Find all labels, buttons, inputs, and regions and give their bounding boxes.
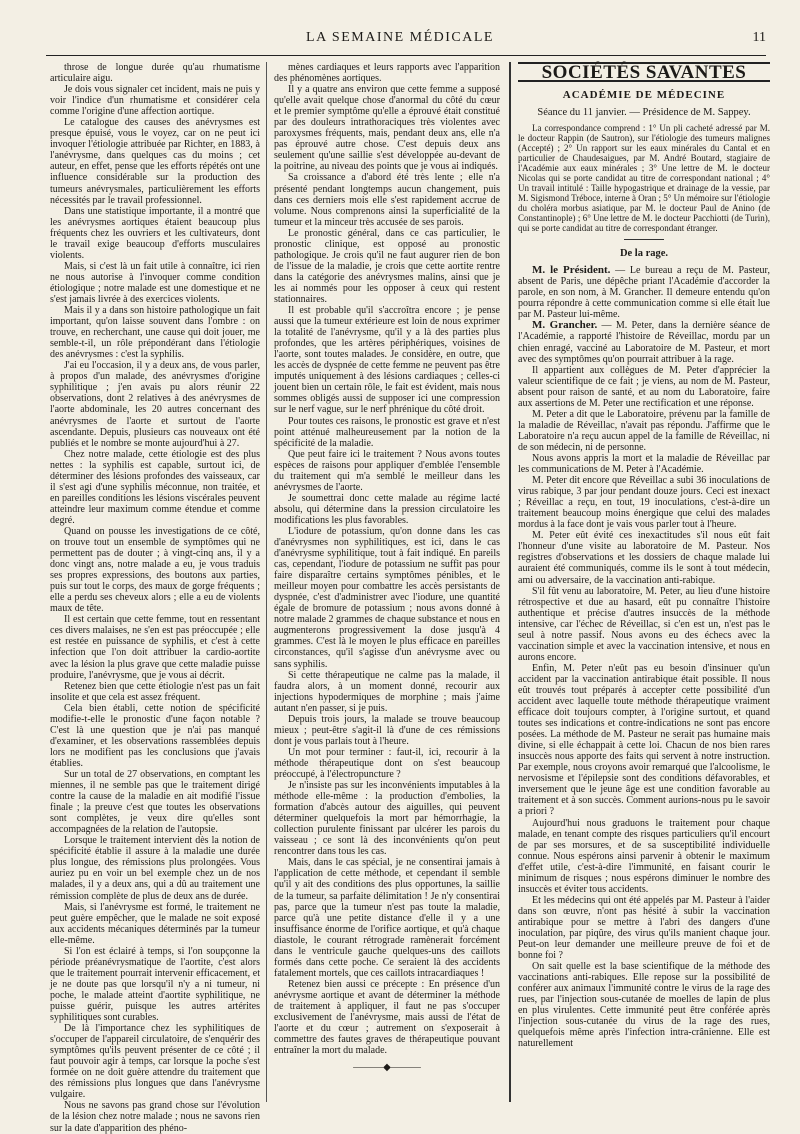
paragraph: Mais, si c'est là un fait utile à connaître, ici rien ne nous autorise à l'invoquer comme condition étiologique ; notre malade est une domestique et ne s'est jamais livrée à des exercices violents.	[50, 260, 260, 305]
grancher-paragraph	[518, 320, 770, 364]
paragraph: M. Peter eût évité ces inexactitudes s'il nous eût fait l'honneur d'une visite au laboratoire de M. Pasteur. Nos registres d'observations et les dossiers de chaque malade lui auraient été communiqués, comme ils le sont à tout médecin, ami ou adversaire, de la vaccination anti-rabique.	[518, 530, 770, 586]
paragraph: Il est probable qu'il s'accroîtra encore ; je pense aussi que la tumeur extérieure est loin de nous exprimer la totalité de l'anévrysme, qu'il y a là des parties plus profondes, que les artères périphériques, voisines de l'aorte, sont toutes malades. Je considère, en outre, que les accès de dyspnée de cette femme ne peuvent pas être imputés uniquement à des lésions cardiaques ; celles-ci jouent bien un certain rôle, le fait est évident, mais nous sommes obligés aussi de supposer ici une compression sur le nerf vague, sur le nerf phrénique du côté droit.	[274, 305, 500, 416]
paragraph: Le catalogue des causes des anévrysmes est presque épuisé, vous le voyez, car on ne peut ici invoquer l'étiologie attribuée par Richter, en 1883, à l'anévrysme, dans quelques cas du moins ; cet auteur, en effet, pense que les efforts répétés ont une influence considérable sur la production des tumeurs anévrysmales, particulièrement les efforts nécessités par le travail professionnel.	[50, 117, 260, 206]
column-3	[518, 62, 770, 1050]
grancher-continuation	[518, 365, 770, 1050]
paragraph: De là l'importance chez les syphilitiques de s'occuper de l'appareil circulatoire, de s'enquérir des symptômes qu'ils peuvent présenter de ce côté ; il faut pouvoir agir à temps, car lorsque la poche s'est formée on ne doit guère attendre du traitement que des rémissions plus longues que dans l'anévrysme vulgaire.	[50, 1023, 260, 1101]
topic-heading: De la rage.	[619, 248, 669, 260]
paragraph: Quand on pousse les investigations de ce côté, on trouve tout un ensemble de symptômes qui ne permettent pas de douter ; à vingt-cinq ans, il y a donc vingt ans, notre malade a eu, je vous traduis ses propres expressions, des boutons aux parties, puis sur tout le corps, des maux de gorge fréquents ; elle a perdu ses cheveux alors ; elle a eu de violents maux de tête.	[50, 525, 260, 615]
separator-rule	[624, 239, 664, 240]
paragraph: L'iodure de potassium, qu'on donne dans les cas d'anévrysmes non syphilitiques, est ici, dans le cas d'anévrysme syphilitique, tout à fait indiqué. En pareils cas, cependant, l'iodure de potassium ne suffit pas pour faire disparaître certains symptômes pénibles, et le meilleur moyen pour combattre les accès persistants de dyspnée, c'est d'administrer avec l'iodure, une quantité égale de bromure de potassium ; nous avons donné à notre malade 2 grammes de chaque substance et nous en augmenterons progressivement la dose jusqu'à 4 grammes. C'est là le moyen le plus efficace en pareilles circonstances, qu'il s'agisse d'un anévrysme avec ou sans syphilis.	[274, 525, 500, 670]
paragraph: Lorsque le traitement intervient dès la notion de spécificité établie il assure à la maladie une durée plus longue, des rémissions plus prolongées. Vous auriez pu en voir un bel exemple chez un de nos malades, il y a deux ans, qui a dû au traitement une rémission complète de plus de deux ans de durée.	[50, 835, 260, 902]
paragraph: Sa croissance a d'abord été très lente ; elle n'a présenté pendant longtemps aucun changement, puis dans ces derniers mois elle s'est rapidement accrue de volume. Nous comprenons ainsi la superficialité de la tumeur et la minceur très accusée de ses parois.	[274, 172, 500, 228]
president-paragraph	[518, 265, 770, 320]
paragraph: Cela bien établi, cette notion de spécificité modifie-t-elle le pronostic d'une façon notable ? C'est là une question que je n'ai pas manqué d'examiner, et les observations rassemblées depuis lors ne modifient pas les conclusions que j'avais établies.	[50, 702, 260, 769]
paragraph: Sur un total de 27 observations, en comptant les miennes, il ne semble pas que le traitement dirigé contre la cause de la maladie en ait modifié l'issue finale ; la preuve c'est que toutes les observations sont complètes, je veux dire qu'elles sont accompagnées de la relation de l'autopsie.	[50, 769, 260, 836]
paragraph: Enfin, M. Peter n'eût pas eu besoin d'insinuer qu'un accident par la vaccination antirabique était possible. Il nous eût trouvés tout préparés à accepter cette possibilité d'un accident avec laquelle toute méthode thérapeutique vraiment efficace doit toujours compter, à l'origine surtout, et quand toutes ses indications et contre-indications ne sont pas encore posées. La méthode de M. Pasteur ne serait pas humaine mais divine, si elle échappait à cette loi. Chacun de nos bien rares insuccès nous apporte des faits qui servent à notre instruction. Par exemple, nous croyons avoir remarqué que l'alcoolisme, le nervosisme et l'épilepsie sont des conditions défavorables, et inversement que le jeune âge est une condition favorable au traitement et à son succès. Comment aurions-nous pu le savoir a priori ?	[518, 662, 770, 818]
paragraph: Nous avons appris la mort et la maladie de Réveillac par les communications de M. Peter à l'Académie.	[518, 452, 770, 476]
paragraph: Mais, dans le cas spécial, je ne consentirai jamais à l'application de cette méthode, et cependant il semble qu'il y ait des conditions des plus opportunes, la saillie de la tumeur, sa parfaite délimitation ! Je n'y consentirai pas, parce que la tumeur n'est pas toute la maladie, parce qu'à une petite distance d'elle il y a une insuffisance énorme de l'orifice aortique, et qu'à chaque diastole, le courant rétrograde ramènerait forcément dans le ventricule gauche quelques-uns des caillots formés dans cette poche. Ce seraient là des accidents fatalement mortels, que ces caillots intracardiaques !	[274, 857, 500, 979]
header-rule	[46, 55, 766, 56]
speaker-grancher: M. Grancher.	[532, 319, 598, 332]
section-title: SOCIÉTÉS SAVANTES	[518, 62, 770, 82]
paragraph: mènes cardiaques et leurs rapports avec l'apparition des phénomènes aortiques.	[274, 62, 500, 85]
paragraph: Dans une statistique importante, il a montré que les anévrysmes aortiques étaient beaucoup plus fréquents chez les ouvriers et les cultivateurs, dont le travail exige beaucoup d'efforts musculaires violents.	[50, 205, 260, 261]
paragraph: Nous ne savons pas grand chose sur l'évolution de la lésion chez notre malade ; nous ne savons rien sur la date d'apparition des phéno-	[50, 1100, 260, 1134]
paragraph: Un mot pour terminer : faut-il, ici, recourir à la méthode thérapeutique dont on s'est beaucoup préoccupé, à l'électropuncture ?	[274, 746, 500, 780]
page-number: 11	[752, 30, 766, 45]
paragraph: Et les médecins qui ont été appelés par M. Pasteur à l'aider dans son œuvre, n'ont pas hésité à subir la vaccination antirabique pour se mettre à l'abri des dangers d'une inoculation, par piqûre, des virus qu'ils manient chaque jour. Peut-on leur demander une meilleure preuve de foi et de bonne foi ?	[518, 894, 770, 962]
running-title: LA SEMAINE MÉDICALE	[306, 30, 494, 45]
president-text: — Le bureau a reçu de M. Pasteur, absent de Paris, une dépêche priant l'Académie d'accorder la parole, en son nom, à M. Grancher. Il demeure entendu qu'on pourra répondre à cette communication comme si elle était lue par M. Pasteur lui-même.	[518, 265, 770, 321]
paragraph: Si cette thérapeutique ne calme pas la malade, il faudra alors, à un moment donné, recourir aux injections hypodermiques de morphine ; mais j'aime autant n'en passer, si je puis.	[274, 669, 500, 714]
paragraph: Aujourd'hui nous graduons le traitement pour chaque malade, en tenant compte des risques particuliers qu'il encourt de par ses morsures, et de sa susceptibilité individuelle connue. Nous espérons ainsi parvenir à obtenir le maximum d'effet utile, c'est-à-dire l'immunité, en faisant courir le minimum de risques ; nous espérons diminuer le nombre des insuccès et éviter tous accidents.	[518, 817, 770, 895]
column-2	[274, 62, 500, 1073]
paragraph: On sait quelle est la base scientifique de la méthode des vaccinations anti-rabiques. Elle repose sur la possibilité de conférer aux animaux l'immunité contre le virus de la rage des rues, par l'injection sous-cutanée de moelles de lapin de plus en plus virulentes. Cette immunité peut être conférée après l'injection sous-cutanée du virus de la rage des rues, quelquefois même après l'infection intra-crânienne. Elle est naturellement	[518, 961, 770, 1050]
academy-title: ACADÉMIE DE MÉDECINE	[562, 89, 726, 102]
paragraph: Que peut faire ici le traitement ? Nous avons toutes espèces de raisons pour appliquer d'emblée l'ensemble du traitement qui m'a semblé le meilleur dans les anévrysmes de l'aorte.	[274, 448, 500, 493]
speaker-president: M. le Président.	[532, 264, 611, 277]
correspondence-paragraph: La correspondance comprend : 1° Un pli cacheté adressé par M. le docteur Rappin (de Sautron), sur l'étiologie des tumeurs malignes (Accepté) ; 2° Un rapport sur les eaux minérales du Cantal et en particulier de Chaudesaigues, par M. André Boutard, stagiaire de l'Académie aux eaux minérales ; 3° Une lettre de M. le docteur Nicolas qui se porte candidat au titre de correspondant national ; 4° Un travail intitulé : Taille hypogastrique et drainage de la vessie, par M. Sigismond Tréboce, interne à Oran ; 5° Un mémoire sur l'étiologie du choléra morbus asiatique, par M. le docteur Paul de Anino (de Constantinople) ; 6° Une lettre de M. le docteur Pacchiotti (de Turin), qui se porte candidat au titre de correspondant étranger.	[518, 123, 770, 234]
paragraph: Il est certain que cette femme, tout en ressentant ces divers malaises, ne s'en est pas préoccupée ; elle est restée en puissance de syphilis, et c'est à cette infection que l'on doit attribuer la cardio-aortite avec la lésion la plus grave que cette maladie puisse produire, l'anévrysme, que je vous ai décrit.	[50, 614, 260, 681]
paragraph: throse de longue durée qu'au rhumatisme articulaire aigu.	[50, 62, 260, 85]
paragraph: Depuis trois jours, la malade se trouve beaucoup mieux ; peut-être s'agit-il là d'une de ces rémissions dont je vous parlais tout à l'heure.	[274, 713, 500, 747]
paragraph: Je dois vous signaler cet incident, mais ne puis y voir l'indice d'un rhumatisme et considérer cela comme l'origine d'une affection aortique.	[50, 84, 260, 118]
end-ornament: ———◆———	[353, 1062, 421, 1074]
paragraph: Pour toutes ces raisons, le pronostic est grave et n'est point atténué malheureusement par la notion de la spécificité de la maladie.	[274, 415, 500, 449]
paragraph: M. Peter a dit que le Laboratoire, prévenu par la famille de la maladie de Réveillac, n'avait pas répondu. J'affirme que le Laboratoire n'a reçu aucun appel de la famille de Réveillac, ni de son médecin, ni de personne.	[518, 408, 770, 453]
grancher-text: — M. Peter, dans la dernière séance de l'Académie, a rapporté l'histoire de Réveillac, mordu par un chien enragé, vacciné au Laboratoire de M. Pasteur, et mort avec des symptômes qu'on pourrait attribuer à la rage.	[518, 320, 770, 365]
running-header	[0, 30, 800, 56]
paragraph: Si l'on est éclairé à temps, si l'on soupçonne la période préanévrysmatique de l'aortite, c'est alors que le traitement pourrait intervenir efficacement, et je ne doute pas que lorsqu'il n'y a ni tumeur, ni poche, le malade atteint d'aortite syphilitique, ne puisse guérir, puisque les autres artérites syphilitiques sont curables.	[50, 945, 260, 1024]
paragraph: Mais il y a dans son histoire pathologique un fait important, qu'on laisse souvent dans l'ombre : on trouve, en recherchant, une cause qui doit jouer, me semble-t-il, un rôle prépondérant dans l'étiologie des anévrysmes : c'est la syphilis.	[50, 305, 260, 361]
paragraph: Retenez bien que cette étiologie n'est pas un fait insolite et que cela est assez fréquent.	[50, 680, 260, 703]
paragraph: Mais, si l'anévrysme est formé, le traitement ne peut guère empêcher, que le malade ne soit exposé aux accidents mécaniques déterminés par la tumeur elle-même.	[50, 901, 260, 946]
paragraph: Le pronostic général, dans ce cas particulier, le pronostic clinique, est opposé au pronostic pathologique. Je crois qu'il ne faut augurer rien de bon de l'issue de la maladie, je crois que cette aortite rentre dans la catégorie des anévrysmes malins, ainsi que je les ai nommés pour les opposer à ceux qui restent stationnaires.	[274, 227, 500, 305]
paragraph: Il y a quatre ans environ que cette femme a supposé qu'elle avait quelque chose d'anormal du côté du cœur et le premier symptôme qu'elle a éprouvé était constitué par des douleurs intrathoraciques très violentes avec paroxysmes fréquents, mais, pendant deux ans, elle n'a pas éprouvé autre chose. C'est depuis deux ans seulement qu'une saillie s'est développée au-devant de la poitrine, au niveau des points que je vous ai indiqués.	[274, 84, 500, 173]
paragraph: Retenez bien aussi ce précepte : En présence d'un anévrysme aortique et avant de déterminer la méthode de traitement à appliquer, il faut ne pas s'occuper exclusivement de l'anévrysme, mais aussi de l'état de l'aorte et du cœur ; autrement on s'exposerait à commettre des fautes graves de thérapeutique pouvant entraîner la mort du malade.	[274, 978, 500, 1057]
paragraph: J'ai eu l'occasion, il y a deux ans, de vous parler, à propos d'un malade, des anévrysmes d'origine syphilitique ; j'en avais pu alors réunir 22 observations, dont 2 relatives à des anévrysmes de l'aorte abdominale, les 20 autres concernant des anévrysmes de l'aorte et surtout de l'aorte ascendante. Depuis, plusieurs cas nouveaux ont été publiés et le nombre se monte aujourd'hui à 27.	[50, 360, 260, 449]
paragraph: S'il fût venu au laboratoire, M. Peter, au lieu d'une histoire rétrospective et due au hasard, eût pu connaître l'histoire authentique et précise d'autres insuccès de la méthode intensive, car l'échec de Réveillac, si c'en est un, n'est pas le seul à notre passif. Nous avons eu des échecs avec la vaccination simple et avec la vaccination intensive, et nous en aurons encore.	[518, 585, 770, 663]
column-1	[50, 62, 260, 1134]
paragraph: Il appartient aux collègues de M. Peter d'apprécier la valeur scientifique de ce fait ; je viens, au nom de M. Pasteur, absent pour raison de santé, et au nom du Laboratoire, faire aux assertions de M. Peter une rectification et une réponse.	[518, 364, 770, 409]
seance-line: Séance du 11 janvier. — Présidence de M. Sappey.	[537, 107, 751, 119]
column-divider-2	[509, 62, 511, 1102]
column-divider-1	[266, 62, 267, 1102]
paragraph: Chez notre malade, cette étiologie est des plus nettes : la syphilis est capable, surtout ici, de déterminer des lésions profondes des vaisseaux, car il s'est agi d'une syphilis méconnue, non traitée, et en pareilles conditions les lésions viscérales peuvent atteindre leur maximum comme étendue et comme degré.	[50, 448, 260, 526]
paragraph: Je n'insiste pas sur les inconvénients imputables à la méthode elle-même : la production d'embolies, la formation d'abcès autour des aiguilles, qui peuvent déterminer quelquefois la mort par hémorrhagie, la collection purulente finissant par ulcérer les parois du vaisseau ; ce sont là des inconvénients qu'on peut rencontrer dans tous les cas.	[274, 780, 500, 858]
paragraph: Je soumettrai donc cette malade au régime lacté absolu, qui détermine dans la pression circulatoire les modifications les plus favorables.	[274, 492, 500, 526]
paragraph: M. Peter dit encore que Réveillac a subi 36 inoculations de virus rabique, 3 par jour pendant douze jours. Ceci est inexact ; Réveillac a reçu, en tout, 19 inoculations, c'est-à-dire un traitement beaucoup moins énergique que celui des malades mordus à la face dont je vais vous parler tout à l'heure.	[518, 475, 770, 531]
